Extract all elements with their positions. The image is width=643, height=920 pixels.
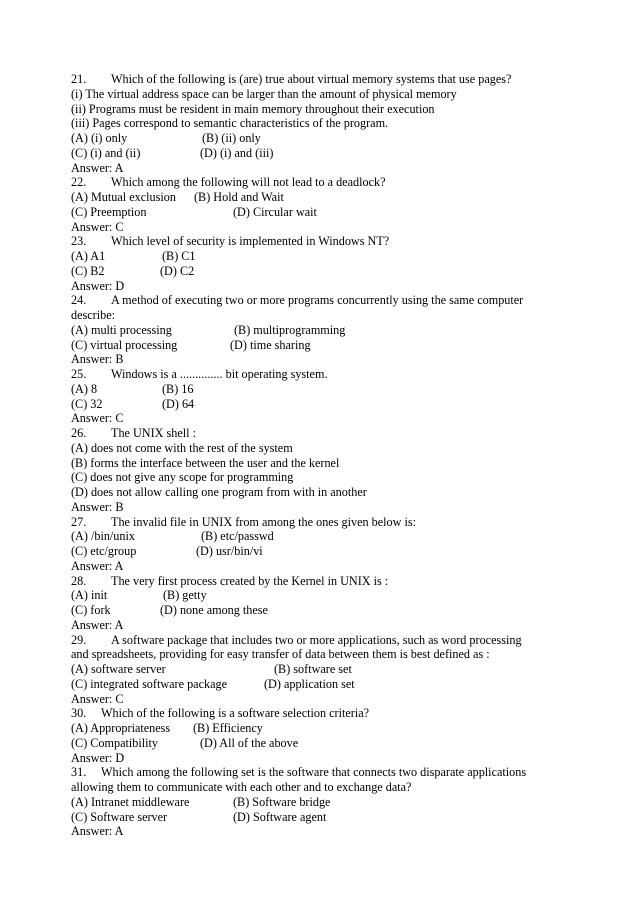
option-c: (C) Compatibility [71, 735, 159, 750]
question-text: Which of the following is (are) true about virtual memory systems that use pages? [111, 72, 512, 86]
option-d: (D) C2 [160, 263, 195, 278]
option-d: (D) application set [264, 676, 355, 691]
option-a: (A) A1 [71, 249, 106, 263]
question-23 [71, 234, 571, 293]
question-number: 29. [71, 632, 87, 647]
question-text-continued: allowing them to communicate with each other and to exchange data? [71, 780, 412, 794]
question-22 [71, 175, 571, 234]
answer: Answer: A [71, 617, 124, 632]
option-row [71, 382, 571, 397]
option-a: (A) does not come with the rest of the system [71, 440, 293, 455]
option-a: (A) (i) only [71, 131, 128, 145]
question-number: 31. [71, 765, 87, 780]
question-30 [71, 706, 571, 765]
question-stem [71, 633, 571, 648]
statement: (i) The virtual address space can be larger than the amount of physical memory [71, 86, 457, 101]
option-d: (D) All of the above [200, 735, 299, 750]
option-row [71, 249, 571, 264]
option-d: (D) does not allow calling one program from with in another [71, 485, 367, 499]
answer: Answer: C [71, 219, 124, 234]
question-number: 26. [71, 426, 87, 440]
statement: (iii) Pages correspond to semantic characteristics of the program. [71, 116, 389, 131]
question-text-continued: describe: [71, 308, 115, 322]
option-row [71, 810, 571, 825]
answer: Answer: D [71, 750, 125, 765]
question-number: 25. [71, 367, 87, 381]
option-a: (A) Mutual exclusion [71, 190, 176, 204]
option-c: (C) virtual processing [71, 337, 178, 352]
question-number: 22. [71, 175, 87, 190]
option-row [71, 338, 571, 353]
option-row [71, 146, 571, 161]
option-c: (C) fork [71, 603, 111, 617]
answer: Answer: D [71, 278, 125, 293]
option-c: (C) 32 [71, 396, 103, 411]
option-row [71, 323, 571, 338]
option-b: (B) 16 [162, 381, 194, 396]
option-b: (B) multiprogramming [234, 322, 346, 337]
option-a: (A) Appropriateness [71, 721, 171, 735]
question-text: The invalid file in UNIX from among the ones given below is: [111, 514, 416, 529]
option-d: (D) 64 [162, 396, 195, 411]
question-text: A method of executing two or more programs concurrently using the same computer [111, 293, 524, 308]
option-a: (A) 8 [71, 381, 98, 396]
option-c: (C) integrated software package [71, 676, 227, 691]
option-row [71, 662, 571, 677]
question-text: The very first process created by the Kernel in UNIX is : [111, 573, 389, 588]
question-number: 23. [71, 234, 87, 249]
question-stem [71, 426, 571, 441]
option-c: (C) does not give any scope for programming [71, 470, 294, 485]
option-d: (D) Software agent [233, 809, 327, 824]
option-d: (D) Circular wait [233, 204, 317, 219]
option-c: (C) etc/group [71, 544, 137, 558]
question-number: 28. [71, 573, 87, 588]
option-c: (C) Software server [71, 809, 168, 824]
question-text: Which level of security is implemented in Windows NT? [111, 234, 390, 249]
question-27 [71, 515, 571, 574]
option-b: (B) forms the interface between the user and the kernel [71, 455, 340, 470]
question-stem [71, 175, 571, 190]
answer: Answer: C [71, 691, 124, 706]
option-row [71, 529, 571, 544]
question-text: Which among the following will not lead to a deadlock? [111, 175, 386, 190]
option-a: (A) Intranet middleware [71, 794, 190, 809]
question-number: 24. [71, 293, 87, 308]
question-number: 27. [71, 514, 87, 529]
question-text: Which of the following is a software selection criteria? [101, 706, 370, 721]
option-c: (C) Preemption [71, 204, 147, 219]
option-b: (B) software set [274, 662, 352, 676]
option-d: (D) none among these [160, 603, 268, 617]
question-stem [71, 293, 571, 308]
option-b: (B) (ii) only [202, 131, 261, 145]
question-stem [71, 706, 571, 721]
option-row [71, 205, 571, 220]
option-d: (D) usr/bin/vi [196, 544, 263, 558]
question-25 [71, 367, 571, 426]
question-stem [71, 234, 571, 249]
option-row [71, 544, 571, 559]
option-d: (D) (i) and (iii) [200, 145, 274, 160]
option-a: (A) multi processing [71, 322, 172, 337]
option-b: (B) getty [163, 588, 207, 603]
question-stem [71, 72, 571, 87]
option-a: (A) software server [71, 662, 166, 676]
question-number: 30. [71, 706, 87, 721]
answer: Answer: B [71, 499, 124, 514]
question-31 [71, 765, 571, 839]
option-row [71, 795, 571, 810]
question-stem [71, 765, 571, 780]
question-24 [71, 293, 571, 367]
question-list [71, 72, 571, 839]
option-row [71, 736, 571, 751]
question-26 [71, 426, 571, 515]
question-stem [71, 515, 571, 530]
statement: (ii) Programs must be resident in main memory throughout their execution [71, 101, 435, 116]
option-row [71, 677, 571, 692]
option-b: (B) Software bridge [233, 794, 331, 809]
question-text-continued: and spreadsheets, providing for easy transfer of data between them is best defined as : [71, 647, 490, 662]
answer: Answer: A [71, 824, 124, 839]
question-text: Which among the following set is the software that connects two disparate applications [101, 765, 527, 780]
question-text: A software package that includes two or more applications, such as word processing [111, 632, 522, 647]
question-29 [71, 633, 571, 707]
question-stem [71, 574, 571, 589]
option-c: (C) B2 [71, 263, 105, 278]
option-row [71, 397, 571, 412]
question-28 [71, 574, 571, 633]
answer: Answer: B [71, 352, 124, 367]
answer: Answer: A [71, 160, 124, 175]
question-text: Windows is a .............. bit operating system. [111, 367, 328, 381]
option-row [71, 190, 571, 205]
answer: Answer: A [71, 558, 124, 573]
answer: Answer: C [71, 411, 124, 426]
question-number: 21. [71, 72, 87, 86]
question-21 [71, 72, 571, 175]
option-a: (A) init [71, 588, 108, 603]
option-b: (B) Hold and Wait [194, 190, 284, 204]
option-row [71, 264, 571, 279]
option-b: (B) C1 [162, 249, 196, 263]
option-row [71, 588, 571, 603]
option-d: (D) time sharing [230, 337, 311, 352]
option-row [71, 603, 571, 618]
option-b: (B) etc/passwd [201, 529, 274, 544]
question-text: The UNIX shell : [111, 426, 196, 440]
option-c: (C) (i) and (ii) [71, 145, 141, 160]
option-a: (A) /bin/unix [71, 529, 135, 544]
option-row [71, 131, 571, 146]
question-stem [71, 367, 571, 382]
option-row [71, 721, 571, 736]
option-b: (B) Efficiency [193, 721, 263, 735]
